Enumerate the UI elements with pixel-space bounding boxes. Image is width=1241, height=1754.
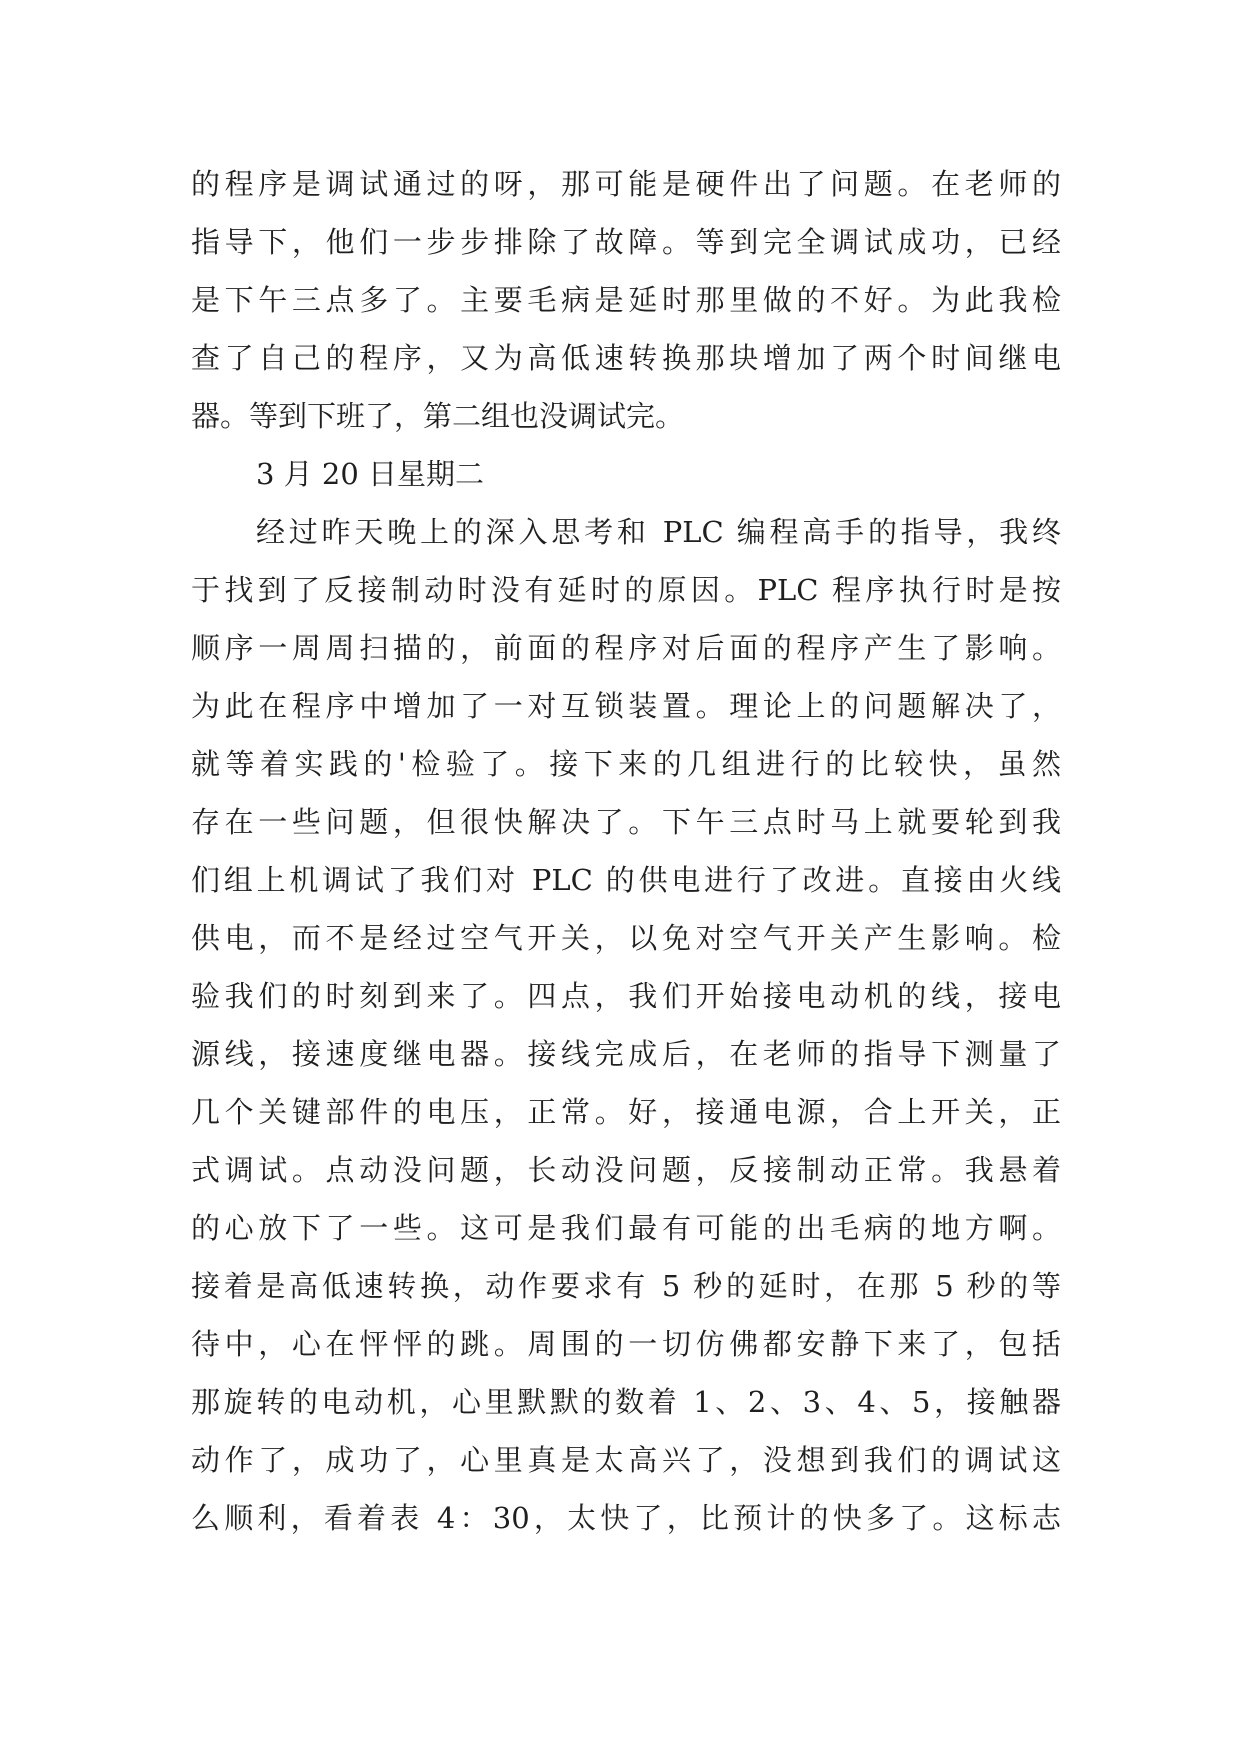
text-line: 么顺利，看着表 4：30，太快了，比预计的快多了。这标志	[191, 1501, 1061, 1535]
text-line: 器。等到下班了，第二组也没调试完。	[191, 399, 685, 433]
paragraph-first-line: 经过昨天晚上的深入思考和 PLC 编程高手的指导，我终	[256, 515, 1061, 549]
text-line: 待中，心在怦怦的跳。周围的一切仿佛都安静下来了，包括	[191, 1327, 1061, 1361]
body-text	[191, 155, 1061, 1547]
text-line: 源线，接速度继电器。接线完成后，在老师的指导下测量了	[191, 1037, 1061, 1071]
text-line: 供电，而不是经过空气开关，以免对空气开关产生影响。检	[191, 921, 1061, 955]
text-line: 那旋转的电动机，心里默默的数着 1、2、3、4、5，接触器	[191, 1385, 1061, 1419]
text-line: 指导下，他们一步步排除了故障。等到完全调试成功，已经	[191, 225, 1061, 259]
date-heading: 3 月 20 日星期二	[256, 457, 485, 491]
text-line: 于找到了反接制动时没有延时的原因。PLC 程序执行时是按	[191, 573, 1061, 607]
text-line: 们组上机调试了我们对 PLC 的供电进行了改进。直接由火线	[191, 863, 1061, 897]
text-line: 几个关键部件的电压，正常。好，接通电源，合上开关，正	[191, 1095, 1061, 1129]
text-line: 的程序是调试通过的呀，那可能是硬件出了问题。在老师的	[191, 167, 1061, 201]
text-line: 的心放下了一些。这可是我们最有可能的出毛病的地方啊。	[191, 1211, 1061, 1245]
text-line: 就等着实践的'检验了。接下来的几组进行的比较快，虽然	[191, 747, 1061, 781]
text-line: 顺序一周周扫描的，前面的程序对后面的程序产生了影响。	[191, 631, 1061, 665]
text-line: 接着是高低速转换，动作要求有 5 秒的延时，在那 5 秒的等	[191, 1269, 1061, 1303]
text-line: 存在一些问题，但很快解决了。下午三点时马上就要轮到我	[191, 805, 1061, 839]
text-line: 式调试。点动没问题，长动没问题，反接制动正常。我悬着	[191, 1153, 1061, 1187]
text-line: 验我们的时刻到来了。四点，我们开始接电动机的线，接电	[191, 979, 1061, 1013]
text-line: 为此在程序中增加了一对互锁装置。理论上的问题解决了，	[191, 689, 1061, 723]
text-line: 查了自己的程序，又为高低速转换那块增加了两个时间继电	[191, 341, 1061, 375]
text-line: 动作了，成功了，心里真是太高兴了，没想到我们的调试这	[191, 1443, 1061, 1477]
text-line: 是下午三点多了。主要毛病是延时那里做的不好。为此我检	[191, 283, 1061, 317]
